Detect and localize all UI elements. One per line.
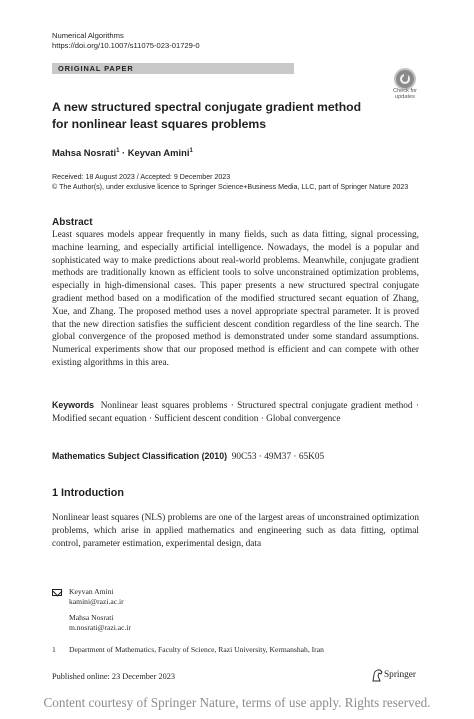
- journal-name: Numerical Algorithms: [52, 31, 124, 40]
- article-type-label: ORIGINAL PAPER: [58, 64, 134, 73]
- abstract-heading: Abstract: [52, 217, 93, 228]
- doi-link[interactable]: https://doi.org/10.1007/s11075-023-01729-0: [52, 41, 200, 50]
- check-badge-line1: Check for: [393, 88, 417, 94]
- published-online: Published online: 23 December 2023: [52, 672, 176, 681]
- affiliation-number: 1: [52, 645, 56, 654]
- abstract-text: Least squares models appear frequently in many fields, such as data fitting, signal processing, machine learning, and especially artificial intelligence. Nowadays, the model is a popular and sophisticated way to make predictions about real-world problems. Meanwhile, conjugate gradient methods are traditionally known as efficient tools to solve unconstrained optimization problems, especially in high-dimensional cases. This paper presents a new structured spectral conjugate gradient method based on a modification of the modified structured secant equation of Zhang, Xue, and Zhang. The proposed method uses a novel appropriate spectral parameter. It is proved that the new direction satisfies the sufficient descent condition regardless of the line search. The global convergence of the proposed method is demonstrated under some standard assumptions. Numerical experiments show that our proposed method is efficient and can compete with other existing algorithms in this area.: [52, 230, 419, 368]
- author-name[interactable]: Mahsa Nosrati: [52, 147, 117, 158]
- springer-horse-icon: [371, 669, 383, 682]
- section-heading: 1 Introduction: [52, 487, 124, 499]
- keywords-block: [52, 399, 419, 425]
- author-list: [52, 147, 193, 158]
- check-badge-line2: updates: [395, 94, 415, 101]
- springer-name: Springer: [384, 670, 417, 680]
- author-affil-sup: 1: [116, 147, 120, 154]
- author-name[interactable]: Keyvan Amini: [127, 147, 190, 158]
- keywords-label: Keywords: [52, 400, 95, 410]
- article-dates: [52, 172, 408, 192]
- intro-text: Nonlinear least squares (NLS) problems are one of the largest areas of unconstrained optimization problems, which arise in applied mathematics and engineering such as data fitting, optimal control, parameter estimation, experimental design, data: [52, 513, 419, 550]
- check-for-updates-icon: [394, 68, 416, 90]
- contact-entry: [69, 613, 131, 633]
- affiliation-text: Department of Mathematics, Faculty of Science, Razi University, Kermanshah, Iran: [69, 645, 324, 654]
- msc-codes: 90C53 · 49M37 · 65K05: [231, 452, 325, 462]
- author-separator: ·: [119, 147, 128, 158]
- contact-entry: [69, 587, 124, 607]
- author-affil-sup: 1: [189, 147, 193, 154]
- contact-email[interactable]: m.nosrati@razi.ac.ir: [69, 623, 132, 633]
- copyright-line: © The Author(s), under exclusive licence to Springer Science+Business Media, LLC, part of Springer Nature 2023: [52, 183, 409, 192]
- article-title: A new structured spectral conjugate gradient method for nonlinear least squares problems: [52, 100, 362, 131]
- contact-name: Keyvan Amini: [69, 587, 114, 596]
- contact-email[interactable]: kamini@razi.ac.ir: [69, 597, 124, 607]
- mail-icon: [52, 589, 62, 596]
- received-accepted: Received: 18 August 2023 / Accepted: 9 December 2023: [52, 173, 231, 181]
- contact-name: Mahsa Nosrati: [69, 613, 114, 622]
- courtesy-footer: Content courtesy of Springer Nature, terms of use apply. Rights reserved.: [43, 695, 431, 710]
- keywords-text: Nonlinear least squares problems · Structured spectral conjugate gradient method · Modified secant equation · Sufficient descent condition · Global convergence: [52, 401, 419, 424]
- msc-block: [52, 451, 324, 462]
- msc-label: Mathematics Subject Classification (2010): [52, 451, 228, 461]
- check-for-updates-badge[interactable]: [389, 68, 421, 102]
- journal-info: [52, 31, 200, 51]
- affiliation: [52, 645, 324, 654]
